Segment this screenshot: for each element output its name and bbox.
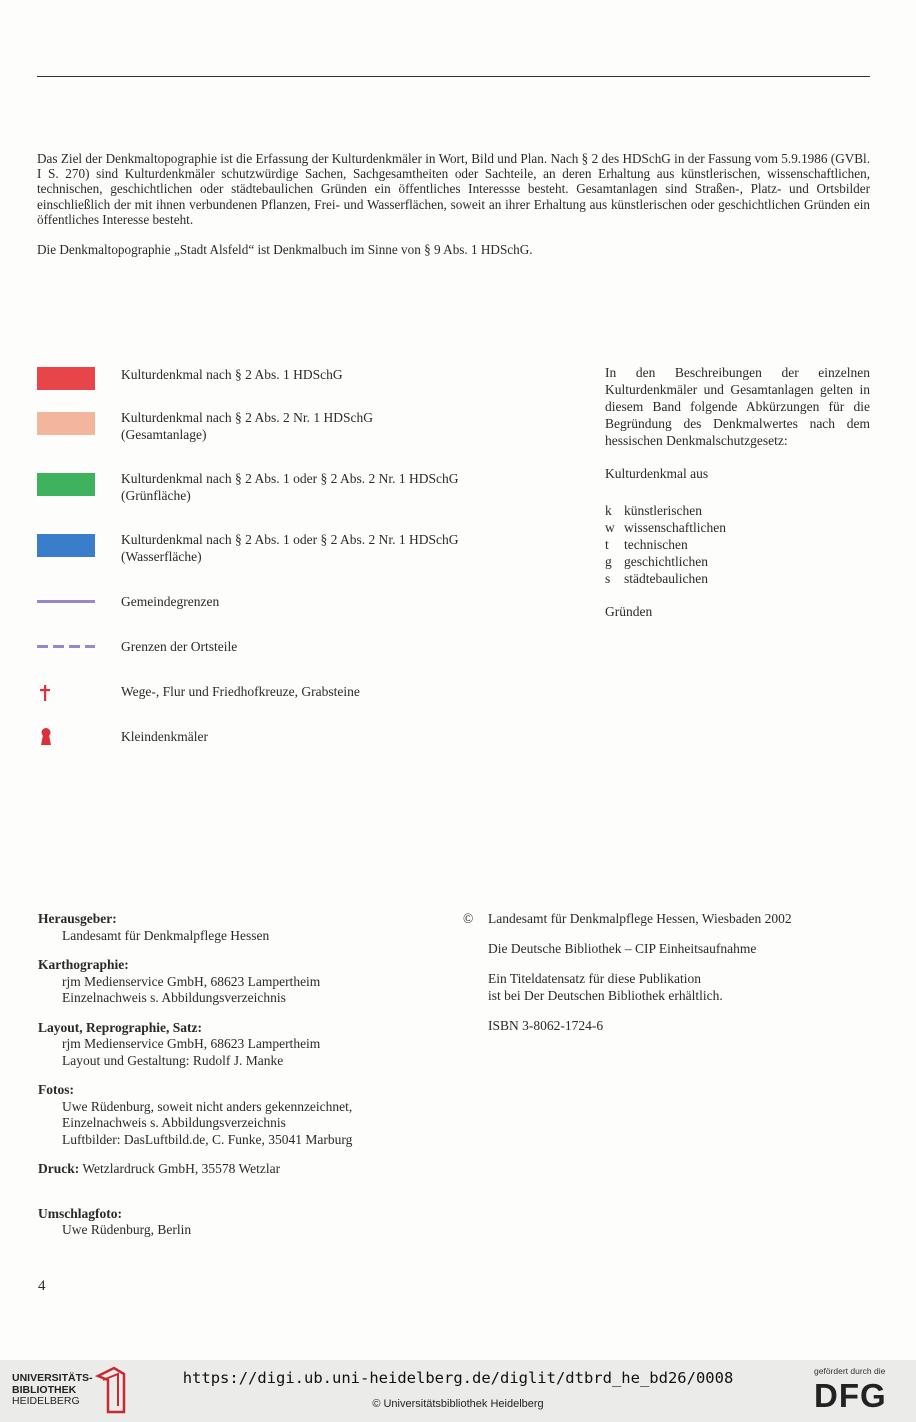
credits-block: [38, 911, 438, 1252]
isbn: ISBN 3-8062-1724-6: [488, 1018, 604, 1033]
credit-cover-photo: Umschlagfoto: Uwe Rüdenburg, Berlin: [38, 1205, 192, 1237]
abbreviations-heading: Kulturdenkmal aus: [605, 466, 709, 481]
legend-label: Wege-, Flur und Friedhofkreuze, Grabsteine: [121, 684, 360, 699]
header-rule: [37, 76, 870, 77]
green-swatch: [37, 473, 95, 496]
document-url[interactable]: https://digi.ub.uni-heidelberg.de/diglit/dtbrd_he_bd26/0008: [182, 1369, 734, 1387]
list-item: k künstlerischen: [605, 503, 702, 518]
publication-info: [463, 910, 873, 1047]
cross-icon: [39, 684, 51, 702]
footer-copyright: © Universitätsbibliothek Heidelberg: [372, 1398, 544, 1410]
credit-cartography: Karthographie: rjm Medienservice GmbH, 68623 Lampertheim Einzelnachweis s. Abbildungsverzeichnis: [38, 957, 321, 1005]
small-monument-icon: [39, 727, 53, 747]
legend-label: Kulturdenkmal nach § 2 Abs. 1 HDSchG: [121, 367, 343, 382]
legend-label: Kleindenkmäler: [121, 729, 208, 744]
legend-label: Kulturdenkmal nach § 2 Abs. 2 Nr. 1 HDSchG: [121, 410, 373, 425]
abbreviations-description: In den Beschreibungen der einzelnen Kulturdenkmäler und Gesamtanlagen gelten in diesem Band folgende Abkürzungen für die Begründung des Denkmalwertes nach dem hessischen Denkmalschutzgesetz:: [605, 365, 870, 448]
list-item: g geschichtlichen: [605, 554, 708, 569]
intro-paragraph: Das Ziel der Denkmaltopographie ist die Erfassung der Kulturdenkmäler in Wort, Bild und Plan. Nach § 2 des HDSchG in der Fassung vom 5.9.1986 (GVBl. I S. 270) sind Kulturdenkmäler schutzwürdige Sachen, Sachgesamtheiten oder Sachteile, an deren Erhaltung aus künstlerischen, wissenschaftlichen, technischen, geschichtlichen oder städtebaulichen Gründen ein öffentliches Interessse besteht. Gesamtanlagen sind Straßen-, Platz- und Ortsbilder einschließlich der mit ihnen verbundenen Pflanzen, Frei- und Wasserflächen, soweit an ihrer Erhaltung aus künstlerischen oder geschichtlichen Gründen ein öffentliches Interesse besteht.: [37, 151, 870, 227]
credit-layout: Layout, Reprographie, Satz: rjm Medienservice GmbH, 68623 Lampertheim Layout und Gestaltung: Rudolf J. Manke: [38, 1019, 321, 1068]
viewer-footer: [0, 1360, 916, 1422]
page-number: 4: [38, 1278, 46, 1294]
dfg-logo[interactable]: DFG: [814, 1377, 887, 1414]
credit-print: Druck: Wetzlardruck GmbH, 35578 Wetzlar: [38, 1161, 281, 1176]
credit-photos: Fotos: Uwe Rüdenburg, soweit nicht anders gekennzeichnet, Einzelnachweis s. Abbildungsverzeichnis Luftbilder: DasLuftbild.de, C. Funke, 35041 Marburg: [38, 1082, 353, 1147]
credit-publisher: Herausgeber: Landesamt für Denkmalpflege Hessen: [38, 911, 270, 943]
solid-boundary-line: [37, 600, 95, 603]
list-item: t technischen: [605, 537, 688, 552]
abbreviations-footer: Gründen: [605, 604, 653, 619]
funded-by-label: gefördert durch die: [814, 1366, 886, 1376]
legend-label: Kulturdenkmal nach § 2 Abs. 1 oder § 2 Abs. 2 Nr. 1 HDSchG: [121, 532, 459, 547]
list-item: s städtebaulichen: [605, 571, 708, 586]
intro-paragraph-2: Die Denkmaltopographie „Stadt Alsfeld“ ist Denkmalbuch im Sinne von § 9 Abs. 1 HDSchG.: [37, 242, 533, 257]
red-swatch: [37, 367, 95, 390]
abbreviations-list: [605, 502, 870, 587]
legend-sublabel: (Gesamtanlage): [121, 427, 207, 442]
abbreviations-column: [605, 364, 870, 620]
legend-sublabel: (Wasserfläche): [121, 549, 202, 564]
dashed-boundary-line: [37, 645, 95, 648]
legend-sublabel: (Grünfläche): [121, 488, 191, 503]
salmon-swatch: [37, 412, 95, 435]
legend-label: Kulturdenkmal nach § 2 Abs. 1 oder § 2 Abs. 2 Nr. 1 HDSchG: [121, 471, 459, 486]
record-note: Ein Titeldatensatz für diese Publikation ist bei Der Deutschen Bibliothek erhältlich.: [488, 971, 723, 1003]
legend-label: Grenzen der Ortsteile: [121, 639, 238, 654]
library-logo[interactable]: UNIVERSITÄTS- BIBLIOTHEK HEIDELBERG: [12, 1372, 93, 1407]
copyright-notice: © Landesamt für Denkmalpflege Hessen, Wiesbaden 2002: [463, 911, 792, 926]
list-item: w wissenschaftlichen: [605, 520, 726, 535]
blue-swatch: [37, 534, 95, 557]
legend-label: Gemeindegrenzen: [121, 594, 220, 609]
cip-line: Die Deutsche Bibliothek – CIP Einheitsaufnahme: [488, 941, 757, 956]
